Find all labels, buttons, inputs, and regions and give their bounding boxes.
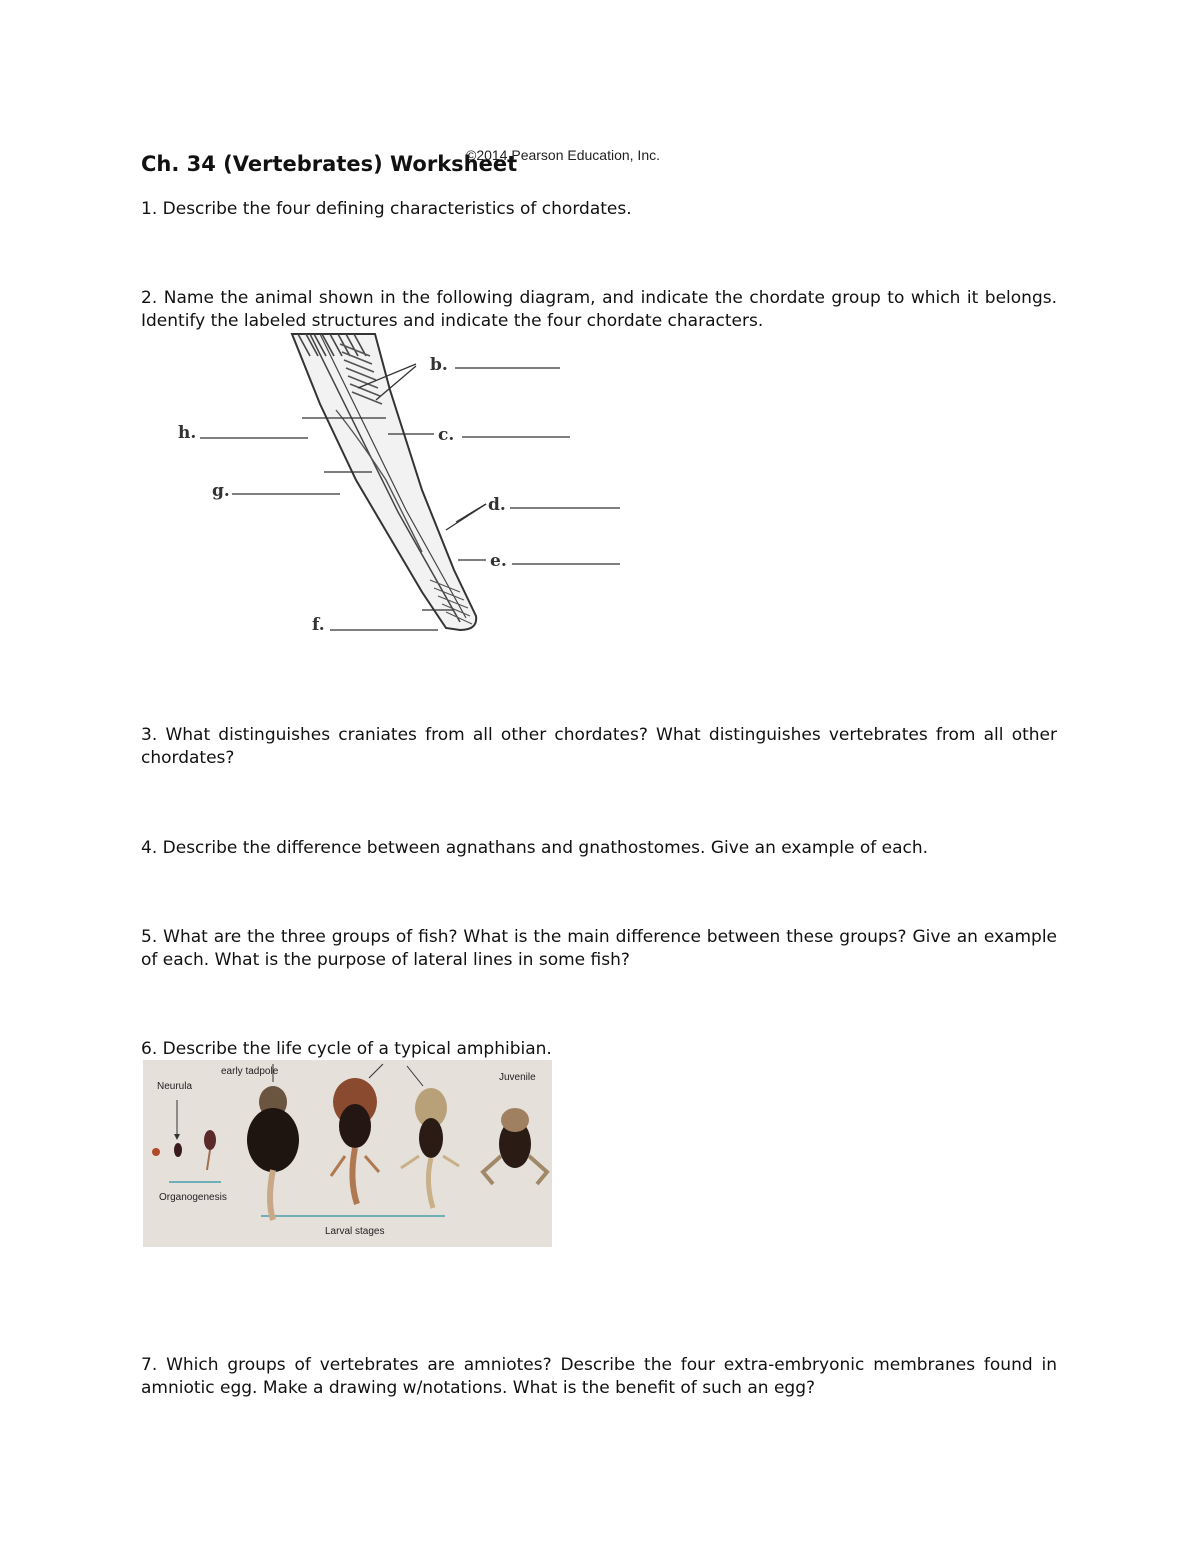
- question-text: Which groups of vertebrates are amniotes? Describe the four extra-embryonic membranes found in amniotic egg. Make a drawing w/notations. What is the benefit of such an egg?: [141, 1355, 1057, 1398]
- question-6: [141, 1038, 1057, 1061]
- question-number: 2.: [141, 288, 158, 308]
- embryo-stage: [204, 1130, 216, 1150]
- egg-stage: [152, 1148, 160, 1156]
- question-3: [141, 724, 1057, 770]
- diagram-label-h: h.: [178, 423, 197, 443]
- question-number: 7.: [141, 1355, 158, 1375]
- amphibian-life-cycle-photo: [143, 1060, 552, 1247]
- question-1: [141, 198, 1057, 221]
- photo-label-neurula: Neurula: [157, 1081, 193, 1092]
- diagram-label-d: d.: [488, 495, 506, 515]
- photo-label-organogenesis: Organogenesis: [159, 1192, 227, 1203]
- question-text: Describe the four defining characteristics of chordates.: [162, 199, 632, 219]
- diagram-label-f: f.: [312, 615, 325, 635]
- diagram-label-e: e.: [490, 551, 507, 571]
- question-number: 5.: [141, 927, 158, 947]
- neurula-stage: [174, 1143, 182, 1157]
- question-5: [141, 926, 1057, 972]
- photo-label-early-tadpole: early tadpole: [221, 1066, 279, 1077]
- diagram-label-g: g.: [212, 481, 230, 501]
- photo-label-juvenile: Juvenile: [499, 1072, 536, 1083]
- question-number: 1.: [141, 199, 158, 219]
- worksheet-title: Ch. 34 (Vertebrates) Worksheet: [141, 152, 518, 176]
- question-text: Describe the difference between agnathans and gnathostomes. Give an example of each.: [162, 838, 929, 858]
- diagram-label-c: c.: [438, 425, 455, 445]
- question-text: What distinguishes craniates from all other chordates? What distinguishes vertebrates from all other chordates?: [141, 725, 1057, 768]
- question-7: [141, 1354, 1057, 1400]
- question-4: [141, 837, 1057, 860]
- diagram-label-b: b.: [430, 355, 448, 375]
- question-number: 3.: [141, 725, 158, 745]
- copyright-notice: ©2014 Pearson Education, Inc.: [466, 147, 660, 163]
- question-number: 4.: [141, 838, 158, 858]
- photo-label-larval-stages: Larval stages: [325, 1226, 385, 1237]
- question-text: What are the three groups of fish? What is the main difference between these groups? Give an example of each. What is the purpose of lateral lines in some fish?: [141, 927, 1058, 970]
- question-2: [141, 287, 1057, 333]
- question-text: Name the animal shown in the following diagram, and indicate the chordate group to which it belongs. Identify the labeled structures and indicate the four chordate characters.: [141, 288, 1058, 331]
- question-number: 6.: [141, 1039, 158, 1059]
- lancelet-diagram: [160, 330, 640, 640]
- question-text: Describe the life cycle of a typical amphibian.: [162, 1039, 552, 1059]
